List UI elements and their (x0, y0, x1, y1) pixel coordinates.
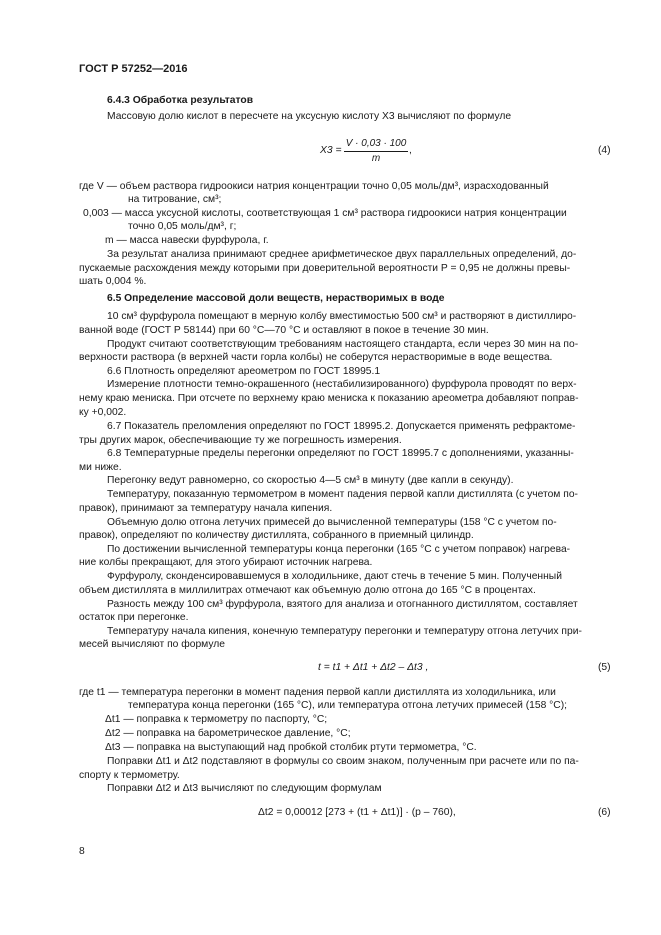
formula4-fraction-bar (344, 151, 408, 152)
formula4-tail: , (409, 145, 412, 156)
document-header: ГОСТ Р 57252—2016 (79, 63, 188, 75)
s65-line-15: правок), принимают за температуру начала кипения. (79, 503, 333, 514)
where4-line-1: где V — объем раствора гидроокиси натрия концентрации точно 0,05 моль/дм³, израсходованный (79, 181, 549, 192)
page-number: 8 (79, 846, 85, 857)
s65-line-24: Температуру начала кипения, конечную температуру перегонки и температуру отгона летучих при- (107, 626, 582, 637)
where5-line-7: спорту к термометру. (79, 770, 180, 781)
s65-line-22: Разность между 100 см³ фурфурола, взятого для анализа и отогнанного дистиллятом, составляет (107, 599, 578, 610)
s65-line-14: Температуру, показанную термометром в момент падения первой капли дистиллята (с учетом по- (107, 489, 578, 500)
s65-line-13: Перегонку ведут равномерно, со скоростью 4—5 см³ в минуту (две капли в секунду). (107, 475, 514, 486)
s65-line-2: ванной воде (ГОСТ Р 58144) при 60 °С—70 °С и оставляют в покое в течение 30 мин. (79, 325, 489, 336)
s65-line-23: остаток при перегонке. (79, 612, 189, 623)
where4-line-2: на титрование, см³; (128, 194, 222, 205)
formula4-number: (4) (598, 145, 611, 156)
s65-line-8: ку +0,002. (79, 407, 127, 418)
where5-line-1: где t1 — температура перегонки в момент падения первой капли дистиллята из холодильника, или (79, 687, 556, 698)
formula6: Δt2 = 0,00012 [273 + (t1 + Δt1)] · (p – 760), (258, 807, 456, 818)
s65-line-3: Продукт считают соответствующим требованиям настоящего стандарта, если через 30 мин на по- (107, 339, 579, 350)
s65-line-21: объем дистиллята в миллилитрах отмечают как объемную долю отгона до 165 °С в процентах. (79, 585, 536, 596)
formula4-lhs: X3 = (320, 145, 342, 156)
s65-line-1: 10 см³ фурфурола помещают в мерную колбу вместимостью 500 см³ и растворяют в дистиллиро- (107, 311, 577, 322)
section-643-title: 6.4.3 Обработка результатов (107, 95, 254, 106)
formula6-number: (6) (598, 807, 611, 818)
s65-line-7: нему краю мениска. При отсчете по верхнему краю мениска к показанию ареометра добавляют поправ- (79, 393, 579, 404)
where5-line-3: Δt1 — поправка к термометру по паспорту, °С; (105, 714, 328, 725)
s65-line-17: правок), определяют по количеству дистиллята, собранного в приемный цилиндр. (79, 530, 474, 541)
s65-line-18: По достижении вычисленной температуры конца перегонки (165 °С с учетом поправок) нагрева- (107, 544, 571, 555)
where5-line-5: Δt3 — поправка на выступающий над пробкой столбик ртути термометра, °С. (105, 742, 477, 753)
result-para-line-1: За результат анализа принимают среднее арифметическое двух параллельных определений, до- (107, 249, 577, 260)
where5-line-6: Поправки Δt1 и Δt2 подставляют в формулы со своим знаком, полученным при расчете или по па- (107, 756, 579, 767)
formula5-number: (5) (598, 662, 611, 673)
s65-line-9: 6.7 Показатель преломления определяют по ГОСТ 18995.2. Допускается применять рефрактоме- (107, 421, 576, 432)
formula5: t = t1 + Δt1 + Δt2 – Δt3 , (318, 662, 429, 673)
where5-line-2: температура конца перегонки (165 °С), или температура отгона летучих примесей (158 °С); (128, 700, 568, 711)
where5-line-8: Поправки Δt2 и Δt3 вычисляют по следующим формулам (107, 783, 382, 794)
where4-line-3: 0,003 — масса уксусной кислоты, соответствующая 1 см³ раствора гидроокиси натрия концентрации (83, 208, 567, 219)
section-643-intro: Массовую долю кислот в пересчете на уксусную кислоту X3 вычисляют по формуле (107, 111, 512, 122)
where4-line-5: m — масса навески фурфурола, г. (105, 235, 269, 246)
s65-line-11: 6.8 Температурные пределы перегонки определяют по ГОСТ 18995.7 с дополнениями, указанны- (107, 448, 574, 459)
formula4-numerator: V · 0,03 · 100 (345, 138, 407, 149)
s65-line-12: ми ниже. (79, 462, 122, 473)
s65-line-5: 6.6 Плотность определяют ареометром по ГОСТ 18995.1 (107, 366, 381, 377)
s65-line-25: месей вычисляют по формуле (79, 639, 226, 650)
s65-line-19: ние колбы прекращают, для этого убирают источник нагрева. (79, 557, 373, 568)
where4-line-4: точно 0,05 моль/дм³, г; (128, 221, 237, 232)
where5-line-4: Δt2 — поправка на барометрическое давление, °С; (105, 728, 351, 739)
s65-line-20: Фурфуролу, сконденсировавшемуся в холодильнике, дают стечь в течение 5 мин. Полученный (107, 571, 562, 582)
s65-line-6: Измерение плотности темно-окрашенного (нестабилизированного) фурфурола проводят по верх- (107, 379, 577, 390)
section-65-title: 6.5 Определение массовой доли веществ, нерастворимых в воде (107, 293, 445, 304)
s65-line-16: Объемную долю отгона летучих примесей до вычисленной температуры (158 °С с учетом по- (107, 517, 557, 528)
result-para-line-3: шать 0,004 %. (79, 276, 147, 287)
s65-line-10: тры других марок, обеспечивающие ту же погрешность измерения. (79, 435, 402, 446)
result-para-line-2: пускаемые расхождения между которыми при доверительной вероятности P = 0,95 не должны превы- (79, 263, 571, 274)
s65-line-4: верхности раствора (в верхней части горла колбы) не соберутся нерастворимые в воде вещества. (79, 352, 553, 363)
formula4-denominator: m (371, 153, 381, 164)
